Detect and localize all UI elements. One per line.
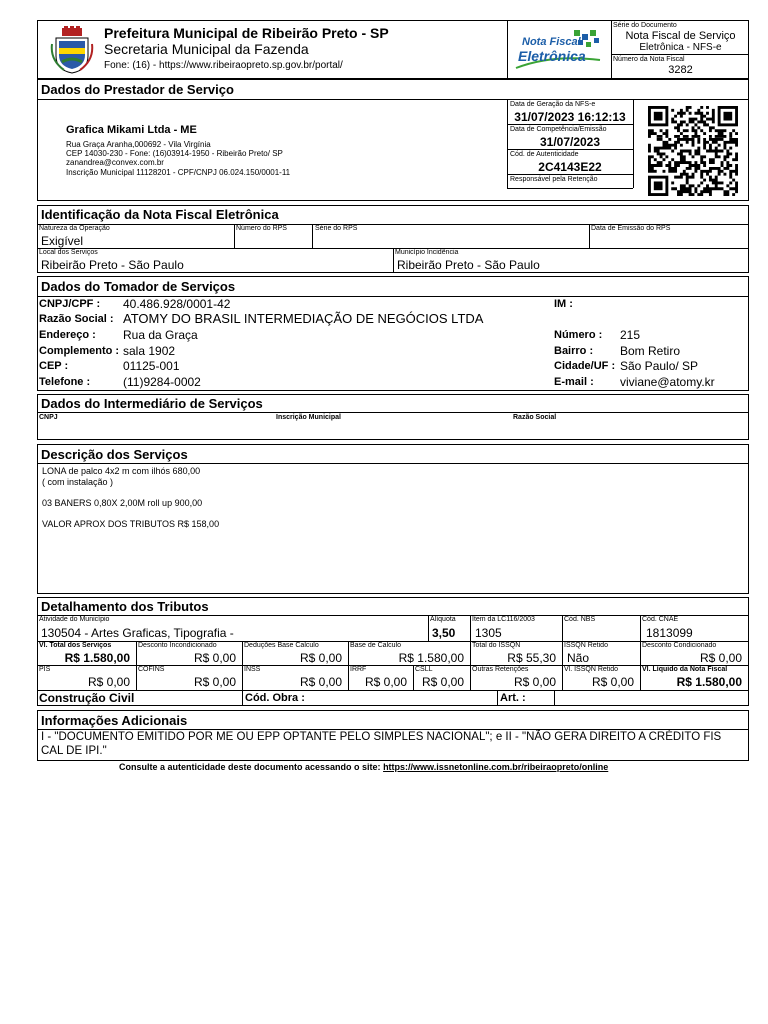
trib-r1-v3 (562, 615, 563, 641)
vl-liquido-value: R$ 1.580,00 (676, 675, 742, 689)
intermediario-inscricao-label: Inscrição Municipal (276, 414, 341, 421)
servicos-line: ( com instalação ) (42, 476, 114, 487)
item-lc-label: Item da LC116/2003 (472, 616, 535, 623)
header-divider-3 (611, 54, 749, 55)
trib-r4-v1 (242, 690, 243, 706)
ident-v4 (393, 248, 394, 273)
trib-r2-v2 (242, 641, 243, 665)
cofins-label: COFINS (138, 666, 165, 673)
ident-v2 (312, 224, 313, 248)
vl-total-label: Vl. Total dos Serviços (39, 642, 112, 649)
num-rps-label: Número do RPS (236, 225, 287, 232)
tributos-section-title: Detalhamento dos Tributos (41, 599, 209, 614)
informacoes-line-1: I - "DOCUMENTO EMITIDO POR ME OU EPP OPTANTE PELO SIMPLES NACIONAL"; e II - "NÃO GERA DIREITO A CRÉDITO FIS (41, 731, 722, 743)
numero-nota-value: 3282 (668, 64, 693, 76)
header-fone: Fone: (16) - https://www.ribeiraopreto.sp.gov.br/portal/ (104, 60, 343, 71)
logo-text-eletronica: Eletrônica (518, 48, 586, 64)
serie-documento-value-1: Nota Fiscal de Serviço (625, 30, 736, 42)
tomador-section-title: Dados do Tomador de Serviços (41, 279, 236, 294)
cidade-value: São Paulo/ SP (620, 359, 699, 373)
intermediario-razao-label: Razão Social (513, 414, 557, 421)
razao-value: ATOMY DO BRASIL INTERMEDIAÇÃO DE NEGÓCIOS LTDA (123, 311, 484, 326)
prestador-email: zanandrea@convex.com.br (66, 158, 164, 167)
serie-documento-label: Série do Documento (613, 22, 677, 29)
natureza-label: Natureza da Operação (39, 225, 110, 232)
total-issqn-value: R$ 55,30 (507, 651, 556, 665)
prestador-address: Rua Graça Aranha,000692 - Vila Virgínia (66, 140, 211, 149)
local-servicos-label: Local dos Serviços (39, 249, 98, 256)
trib-r1-v1 (428, 615, 429, 641)
cnae-label: Cód. CNAE (642, 616, 679, 623)
total-issqn-label: Total do ISSQN (472, 642, 521, 649)
informacoes-section-title: Informações Adicionais (41, 713, 188, 728)
servicos-title-line (37, 463, 749, 464)
bairro-value: Bom Retiro (620, 344, 681, 358)
secretaria-subtitle: Secretaria Municipal da Fazenda (104, 41, 309, 57)
cod-obra-label: Cód. Obra : (245, 692, 305, 704)
natureza-value: Exigível (41, 234, 84, 248)
construcao-civil-label: Construção Civil (39, 691, 135, 705)
trib-r2-v5 (562, 641, 563, 665)
prestador-name: Grafica Mikami Ltda - ME (66, 124, 197, 136)
header-divider-1 (507, 20, 508, 79)
trib-r3-v2 (242, 665, 243, 690)
cnae-value: 1813099 (646, 626, 693, 640)
base-calculo-label: Base de Calculo (350, 642, 401, 649)
trib-r4-v2 (497, 690, 498, 706)
desc-cond-label: Desconto Condicionado (642, 642, 717, 649)
vl-issqn-retido-value: R$ 0,00 (591, 675, 634, 689)
cep-value: 01125-001 (123, 359, 180, 373)
irrf-value: R$ 0,00 (364, 675, 407, 689)
trib-r3-v7 (640, 665, 641, 690)
prestador-section-title: Dados do Prestador de Serviço (41, 82, 234, 97)
cofins-value: R$ 0,00 (193, 675, 236, 689)
endereco-value: Rua da Graça (123, 328, 198, 342)
footer-text (119, 762, 608, 773)
trib-r3-v6 (562, 665, 563, 690)
competencia-value: 31/07/2023 (539, 135, 601, 149)
retencao-label: Responsável pela Retenção (510, 176, 598, 183)
outras-retencoes-label: Outras Retenções (472, 666, 529, 673)
im-label: IM : (554, 298, 573, 310)
ident-v3 (589, 224, 590, 248)
vl-total-value: R$ 1.580,00 (64, 651, 130, 665)
art-label: Art. : (500, 692, 526, 704)
issqn-retido-label: ISSQN Retido (564, 642, 608, 649)
geracao-label: Data de Geração da NFS-e (510, 101, 596, 108)
servicos-line: LONA de palco 4x2 m com ilhós 680,00 (42, 466, 201, 476)
desc-incond-label: Desconto Incondicionado (138, 642, 217, 649)
prestador-inscricao: Inscrição Municipal 11128201 - CPF/CNPJ 06.024.150/0001-11 (66, 168, 291, 177)
atividade-value: 130504 - Artes Graficas, Tipografia - (41, 626, 234, 640)
inss-value: R$ 0,00 (299, 675, 342, 689)
prestador-dates-line-4 (507, 188, 633, 189)
email-label: E-mail : (554, 376, 594, 388)
municipio-incidencia-value: Ribeirão Preto - São Paulo (397, 258, 540, 272)
prestador-title-line (37, 99, 749, 100)
prestador-dates-right (633, 99, 634, 188)
pis-value: R$ 0,00 (87, 675, 130, 689)
serie-rps-label: Série do RPS (315, 225, 358, 232)
nota-fiscal-eletronica-logo (512, 24, 606, 74)
trib-r3-v1 (136, 665, 137, 690)
prestador-dates-line-2 (507, 149, 633, 150)
razao-label: Razão Social : (39, 313, 114, 325)
nbs-label: Cód. NBS (564, 616, 596, 623)
autenticidade-label: Cód. de Autenticidade (510, 151, 579, 158)
outras-retencoes-value: R$ 0,00 (513, 675, 556, 689)
geracao-value: 31/07/2023 16:12:13 (514, 110, 626, 124)
complemento-label: Complemento : (39, 345, 120, 357)
irrf-label: IRRF (350, 666, 367, 673)
servicos-line: VALOR APROX DOS TRIBUTOS R$ 158,00 (42, 518, 220, 529)
trib-r4-v3 (554, 690, 555, 706)
servicos-line: 03 BANERS 0,80X 2,00M roll up 900,00 (42, 497, 203, 508)
trib-line-4 (37, 690, 749, 691)
complemento-value: sala 1902 (123, 344, 176, 358)
atividade-label: Atividade do Município (39, 616, 110, 623)
trib-r2-v4 (470, 641, 471, 665)
desc-incond-value: R$ 0,00 (193, 651, 236, 665)
numero-label: Número : (554, 329, 603, 341)
intermediario-cnpj-label: CNPJ (39, 414, 58, 421)
prestador-cep-fone: CEP 14030-230 - Fone: (16)03914-1950 - Ribeirão Preto/ SP (66, 149, 283, 158)
aliquota-label: Alíquota (430, 616, 456, 623)
municipio-incidencia-label: Município Incidência (395, 249, 459, 256)
cep-label: CEP : (39, 360, 69, 372)
telefone-label: Telefone : (39, 376, 91, 388)
csll-label: CSLL (415, 666, 433, 673)
footer-consulte-text: Consulte a autenticidade deste documento acessando o site: (119, 762, 384, 772)
cnpj-value: 40.486.928/0001-42 (123, 297, 231, 311)
vl-issqn-retido-label: Vl. ISSQN Retido (564, 666, 619, 673)
informacoes-line-2: CAL DE IPI." (41, 745, 107, 757)
autenticidade-value: 2C4143E22 (538, 160, 602, 174)
local-servicos-value: Ribeirão Preto - São Paulo (41, 258, 184, 272)
csll-value: R$ 0,00 (421, 675, 464, 689)
inss-label: INSS (244, 666, 261, 673)
prestador-dates-line-1 (507, 124, 633, 125)
numero-value: 215 (620, 328, 641, 342)
trib-r3-v5 (470, 665, 471, 690)
logo-text-nota-fiscal: Nota Fiscal (522, 36, 581, 48)
pis-label: PIS (39, 666, 51, 673)
cnpj-label: CNPJ/CPF : (39, 298, 101, 310)
item-lc-value: 1305 (475, 626, 502, 640)
numero-nota-label: Número da Nota Fiscal (613, 56, 685, 63)
trib-r2-v1 (136, 641, 137, 665)
issqn-retido-value: Não (567, 651, 590, 665)
competencia-label: Data de Competência/Emissão (510, 126, 607, 133)
identificacao-section-title: Identificação da Nota Fiscal Eletrônica (41, 207, 279, 222)
aliquota-value: 3,50 (432, 626, 456, 640)
prestador-dates-line-3 (507, 174, 633, 175)
base-calculo-value: R$ 1.580,00 (398, 651, 464, 665)
trib-r3-v4 (413, 665, 414, 690)
endereco-label: Endereço : (39, 329, 96, 341)
bairro-label: Bairro : (554, 345, 594, 357)
telefone-value: (11)9284-0002 (123, 375, 201, 389)
deducoes-label: Deduções Base Calculo (244, 642, 319, 649)
desc-cond-value: R$ 0,00 (699, 651, 742, 665)
intermediario-section-title: Dados do Intermediário de Serviços (41, 396, 263, 411)
ident-v1 (234, 224, 235, 248)
servicos-line (42, 508, 219, 519)
deducoes-value: R$ 0,00 (299, 651, 342, 665)
servicos-section-title: Descrição dos Serviços (41, 447, 188, 462)
intermediario-title-line (37, 412, 749, 413)
trib-r2-v6 (640, 641, 641, 665)
trib-r3-v3 (348, 665, 349, 690)
vl-liquido-label: Vl. Líquido da Nota Fiscal (642, 666, 728, 673)
cidade-label: Cidade/UF : (554, 360, 616, 372)
prefeitura-title: Prefeitura Municipal de Ribeirão Preto - SP (104, 25, 389, 41)
trib-r1-v4 (640, 615, 641, 641)
footer-link[interactable]: https://www.issnetonline.com.br/ribeiraopreto/online (383, 762, 609, 772)
municipal-crest-icon (50, 26, 94, 74)
qr-code-icon (648, 106, 740, 196)
trib-r1-v2 (470, 615, 471, 641)
servicos-line (42, 487, 219, 498)
data-rps-label: Data de Emissão do RPS (591, 225, 671, 232)
trib-r2-v3 (348, 641, 349, 665)
serie-documento-value-2: Eletrônica - NFS-e (639, 42, 722, 53)
servicos-description (42, 466, 219, 529)
email-value: viviane@atomy.kr (620, 375, 715, 389)
